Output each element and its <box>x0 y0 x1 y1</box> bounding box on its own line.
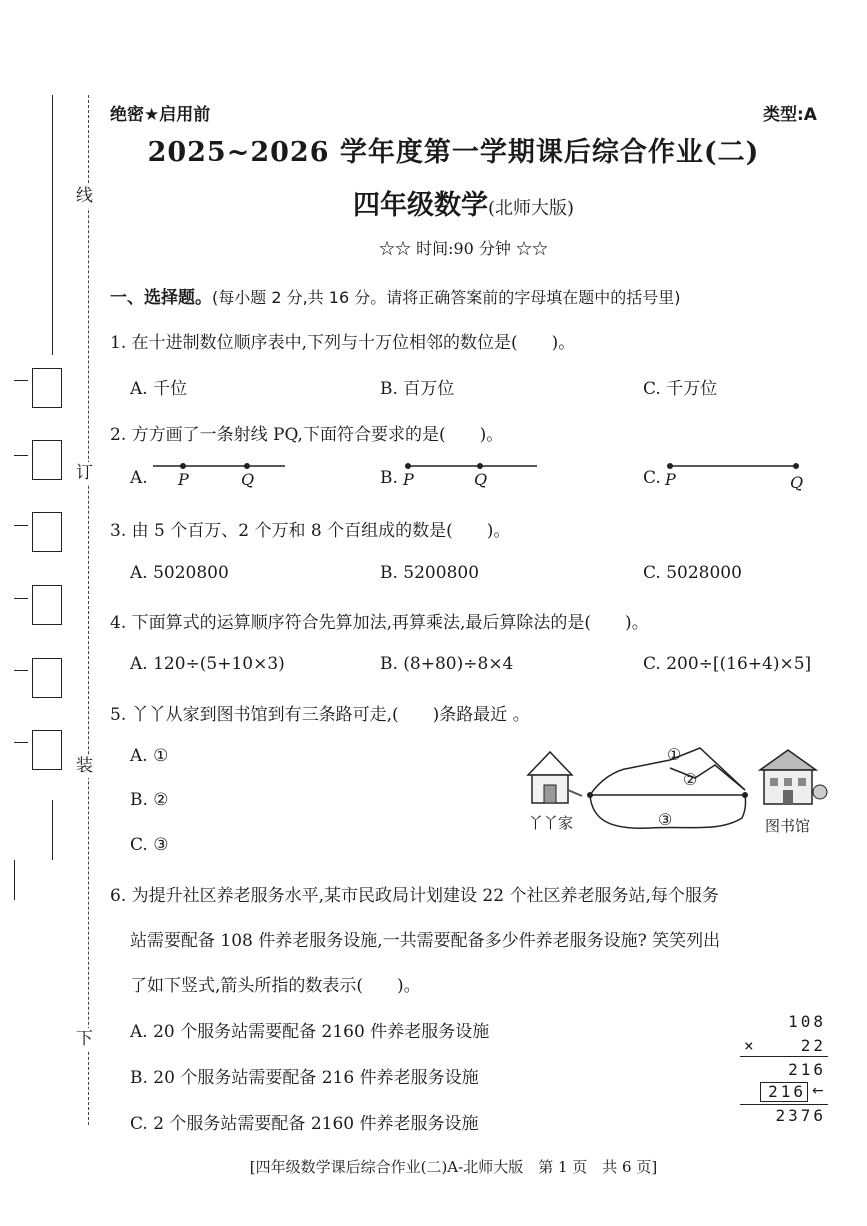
path-2-line <box>670 765 745 790</box>
calc-rule <box>740 1104 828 1105</box>
field-mark <box>14 525 28 526</box>
point-p <box>180 463 186 469</box>
binding-word-bind: 订 <box>76 463 93 483</box>
option-b[interactable]: B. ② <box>130 790 169 810</box>
info-field-box[interactable] <box>32 585 62 625</box>
section-note: (每小题 2 分,共 16 分。请将正确答案前的字母填在题中的括号里) <box>212 288 681 307</box>
multiplier: 22 <box>800 1036 826 1055</box>
field-mark <box>14 742 28 743</box>
label-q: Q <box>790 473 804 492</box>
path-3-label: ③ <box>658 810 673 829</box>
question-6-line-1: 6. 为提升社区养老服务水平,某市民政局计划建设 22 个社区养老服务站,每个服务 <box>110 886 719 906</box>
option-b[interactable]: B. 20 个服务站需要配备 216 件养老服务设施 <box>130 1068 479 1088</box>
field-mark <box>14 598 28 599</box>
binding-rule <box>52 800 53 860</box>
point-q <box>244 463 250 469</box>
option-b[interactable]: B. 5200800 <box>380 563 480 583</box>
info-field-box[interactable] <box>32 730 62 770</box>
times-sign: × <box>744 1036 757 1055</box>
label-p: P <box>403 470 414 489</box>
home-label: 丫丫家 <box>528 814 574 832</box>
info-field-box[interactable] <box>32 368 62 408</box>
option-c[interactable]: C. 5028000 <box>643 563 742 583</box>
path-2-label: ② <box>683 770 698 789</box>
question-5: 5. 丫丫从家到图书馆到有三条路可走,( )条路最近 。 <box>110 705 530 725</box>
option-a[interactable]: A. 120÷(5+10×3) <box>130 654 285 674</box>
option-a[interactable]: A. 20 个服务站需要配备 2160 件养老服务设施 <box>130 1022 490 1042</box>
home-icon <box>528 752 582 803</box>
option-c[interactable]: C. 2 个服务站需要配备 2160 件养老服务设施 <box>130 1114 479 1134</box>
question-2: 2. 方方画了一条射线 PQ,下面符合要求的是( )。 <box>110 425 504 445</box>
point-p <box>667 463 673 469</box>
question-1: 1. 在十进制数位顺序表中,下列与十万位相邻的数位是( )。 <box>110 333 576 353</box>
option-b[interactable]: B. 百万位 <box>380 379 455 399</box>
option-c[interactable]: C. 千万位 <box>643 379 718 399</box>
option-c[interactable]: C. 200÷[(16+4)×5] <box>643 654 812 674</box>
label-p: P <box>178 470 189 489</box>
option-a[interactable]: A. ① <box>130 746 169 766</box>
section-title: 一、选择题。 <box>110 288 212 308</box>
binding-word-line: 线 <box>76 186 93 206</box>
option-b[interactable]: B. <box>380 468 398 488</box>
point-q <box>477 463 483 469</box>
start-point <box>587 792 593 798</box>
partial-product-1: 216 <box>788 1060 826 1079</box>
option-c[interactable]: C. ③ <box>130 835 169 855</box>
option-a[interactable]: A. 5020800 <box>130 563 229 583</box>
binding-word-pack: 装 <box>76 756 93 776</box>
binding-rule <box>14 860 15 900</box>
section-heading <box>110 283 680 308</box>
question-4: 4. 下面算式的运算顺序符合先算加法,再算乘法,最后算除法的是( )。 <box>110 613 649 633</box>
time-limit: ☆☆ 时间:90 分钟 ☆☆ <box>378 239 548 258</box>
end-point <box>742 792 748 798</box>
label-p: P <box>665 470 676 489</box>
page-footer: [四年级数学课后综合作业(二)A-北师大版 第 1 页 共 6 页] <box>249 1158 658 1176</box>
question-3: 3. 由 5 个百万、2 个万和 8 个百组成的数是( )。 <box>110 521 511 541</box>
info-field-box[interactable] <box>32 440 62 480</box>
label-q: Q <box>241 470 255 489</box>
calc-rule <box>740 1056 828 1057</box>
option-a[interactable]: A. <box>130 468 148 488</box>
page-title: 2025~2026 学年度第一学期课后综合作业(二) <box>147 137 760 168</box>
library-label: 图书馆 <box>765 817 811 835</box>
ray-figure-a <box>145 458 290 488</box>
path-1-label: ① <box>667 745 682 764</box>
info-field-box[interactable] <box>32 512 62 552</box>
product: 2376 <box>775 1106 826 1125</box>
ray-figure-c <box>662 458 807 488</box>
option-a[interactable]: A. 千位 <box>130 379 188 399</box>
question-6-line-3: 了如下竖式,箭头所指的数表示( )。 <box>130 976 421 996</box>
point-p <box>405 463 411 469</box>
binding-word-down: 下 <box>76 1029 93 1049</box>
field-mark <box>14 670 28 671</box>
edition-label: (北师大版) <box>487 198 575 219</box>
library-icon <box>760 750 827 804</box>
subject-title: 四年级数学 <box>352 190 488 221</box>
option-c[interactable]: C. <box>643 468 661 488</box>
confidential-label: 绝密★启用前 <box>110 105 211 125</box>
page-subtitle <box>0 183 867 222</box>
question-6-line-2: 站需要配备 108 件养老服务设施,一共需要配备多少件养老服务设施? 笑笑列出 <box>130 931 721 951</box>
field-mark <box>14 380 28 381</box>
info-field-box[interactable] <box>32 658 62 698</box>
label-q: Q <box>474 470 488 489</box>
field-mark <box>14 455 28 456</box>
multiplicand: 108 <box>788 1012 826 1031</box>
paper-type-label: 类型:A <box>763 105 817 125</box>
partial-product-2: 216 <box>768 1082 806 1101</box>
arrow-icon: ← <box>812 1083 824 1099</box>
ray-figure-b <box>400 458 545 488</box>
point-q <box>793 463 799 469</box>
option-b[interactable]: B. (8+80)÷8×4 <box>380 654 514 674</box>
